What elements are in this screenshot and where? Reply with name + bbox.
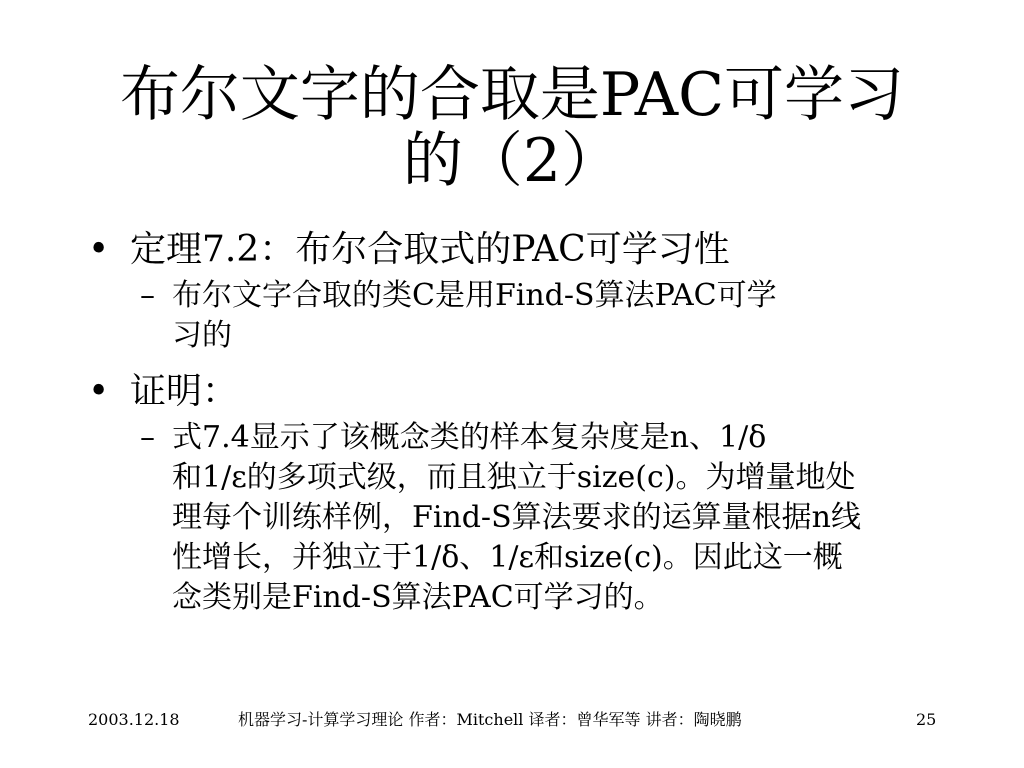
bullet-marker-icon: • — [88, 229, 110, 270]
sub-bullet-theorem — [88, 276, 948, 356]
bullet-text: 证明： — [130, 371, 239, 412]
sub-bullet-proof — [88, 418, 948, 618]
dash-marker-icon: – — [140, 278, 155, 313]
sub-bullet-line: 习的 — [172, 318, 232, 353]
sub-bullet-line: 性增长，并独立于1/δ、1/ε和size(c)。因此这一概 — [172, 540, 843, 575]
sub-bullet-line: 式7.4显示了该概念类的样本复杂度是n、1/δ — [172, 420, 767, 455]
slide-footer — [0, 708, 1024, 732]
sub-bullet-line: 念类别是Find-S算法PAC可学习的。 — [172, 580, 664, 615]
footer-course-info: 机器学习-计算学习理论 作者：Mitchell 译者：曾华军等 讲者：陶晓鹏 — [238, 710, 742, 729]
dash-marker-icon: – — [140, 420, 155, 455]
sub-bullet-line: 理每个训练样例，Find-S算法要求的运算量根据n线 — [172, 500, 861, 535]
bullet-theorem — [88, 228, 948, 272]
bullet-marker-icon: • — [88, 371, 110, 412]
sub-bullet-line: 和1/ε的多项式级，而且独立于size(c)。为增量地处 — [172, 460, 856, 495]
bullet-proof — [88, 370, 948, 414]
slide-title-line-2: 的（2） — [402, 126, 622, 196]
footer-page-number: 25 — [916, 710, 937, 729]
footer-date: 2003.12.18 — [88, 710, 180, 729]
slide-title — [60, 62, 964, 194]
slide-title-line-1: 布尔文字的合取是PAC可学习 — [119, 60, 905, 130]
sub-bullet-line: 布尔文字合取的类C是用Find-S算法PAC可学 — [172, 278, 777, 313]
bullet-text: 定理7.2：布尔合取式的PAC可学习性 — [130, 229, 730, 270]
slide-body — [88, 228, 948, 618]
